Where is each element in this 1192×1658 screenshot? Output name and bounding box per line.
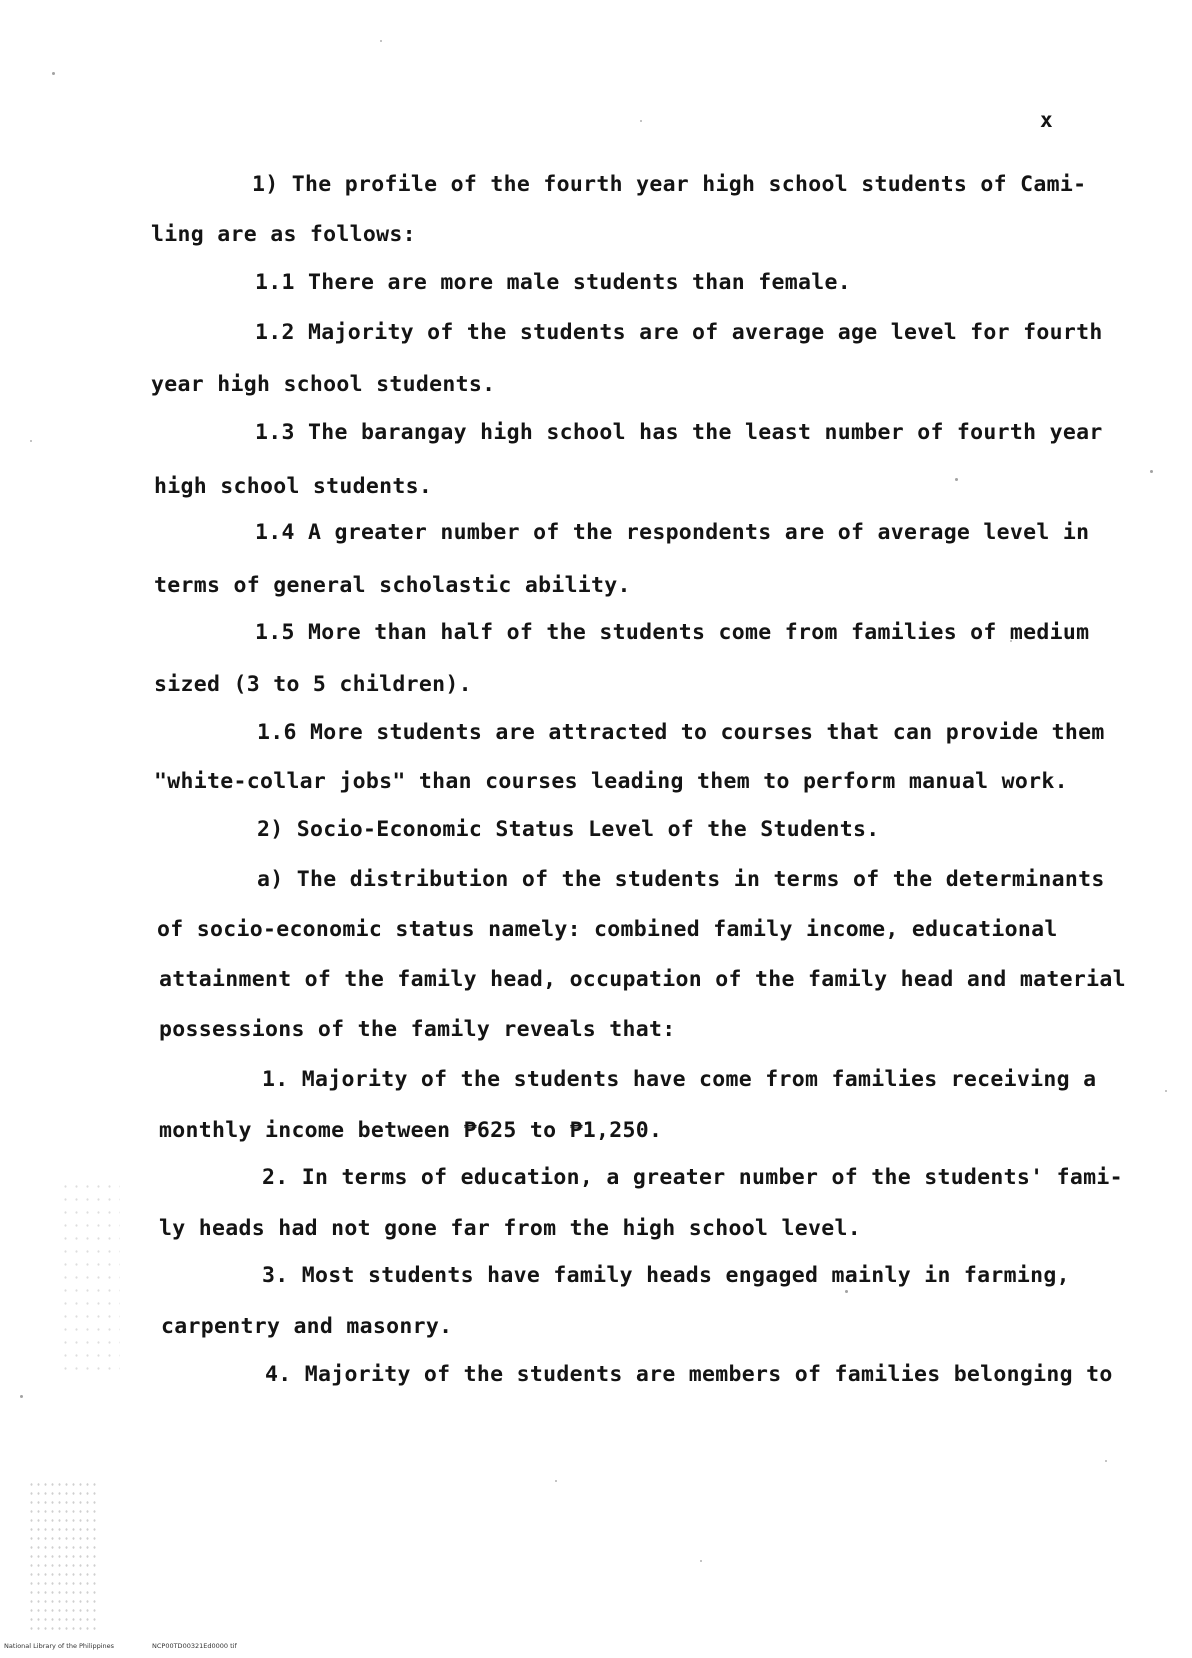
- text-line: 1.3 The barangay high school has the least number of fourth year: [255, 420, 1103, 445]
- text-line: terms of general scholastic ability.: [154, 573, 631, 598]
- text-line: possessions of the family reveals that:: [159, 1017, 676, 1042]
- text-line: 1.4 A greater number of the respondents are of average level in: [255, 520, 1090, 545]
- text-line: ly heads had not gone far from the high school level.: [159, 1216, 861, 1241]
- text-line: ling are as follows:: [151, 222, 416, 247]
- scan-speck: [845, 1290, 848, 1293]
- scan-speck: [640, 120, 642, 122]
- text-line: a) The distribution of the students in terms of the determinants: [257, 867, 1105, 892]
- footer-library: National Library of the Philippines: [4, 1642, 115, 1650]
- scan-noise: [28, 1480, 98, 1630]
- scan-speck: [1105, 1460, 1107, 1462]
- text-line: 1. Majority of the students have come from families receiving a: [262, 1067, 1097, 1092]
- text-line: 1) The profile of the fourth year high school students of Cami-: [252, 172, 1087, 197]
- scan-speck: [1150, 470, 1153, 473]
- scan-speck: [555, 1480, 557, 1482]
- scan-speck: [30, 440, 32, 442]
- scan-noise: [60, 1180, 120, 1380]
- footer-code: NCP00TD00321Ed0000 tif: [152, 1642, 237, 1650]
- scan-speck: [20, 1395, 23, 1398]
- scan-speck: [380, 40, 382, 42]
- text-line: 1.1 There are more male students than female.: [255, 270, 851, 295]
- scan-speck: [52, 72, 55, 75]
- text-line: year high school students.: [151, 372, 496, 397]
- scan-speck: [955, 478, 958, 481]
- scan-speck: [700, 1560, 702, 1562]
- text-line: high school students.: [154, 474, 433, 499]
- text-line: 1.5 More than half of the students come from families of medium: [255, 620, 1090, 645]
- text-line: "white-collar jobs" than courses leading them to perform manual work.: [154, 769, 1068, 794]
- text-line: attainment of the family head, occupation of the family head and material: [159, 967, 1126, 992]
- text-line: 2. In terms of education, a greater number of the students' fami-: [262, 1165, 1123, 1190]
- text-line: 1.6 More students are attracted to courses that can provide them: [257, 720, 1105, 745]
- text-line: sized (3 to 5 children).: [154, 672, 472, 697]
- text-line: 4. Majority of the students are members of families belonging to: [265, 1362, 1113, 1387]
- text-line: of socio-economic status namely: combined family income, educational: [157, 917, 1058, 942]
- scan-speck: [1165, 1090, 1167, 1092]
- page-number: x: [1040, 108, 1053, 132]
- text-line: monthly income between ₱625 to ₱1,250.: [159, 1118, 663, 1143]
- text-line: 3. Most students have family heads engaged mainly in farming,: [262, 1263, 1070, 1288]
- text-line: carpentry and masonry.: [161, 1314, 453, 1339]
- text-line: 2) Socio-Economic Status Level of the Students.: [257, 817, 880, 842]
- text-line: 1.2 Majority of the students are of average age level for fourth: [255, 320, 1103, 345]
